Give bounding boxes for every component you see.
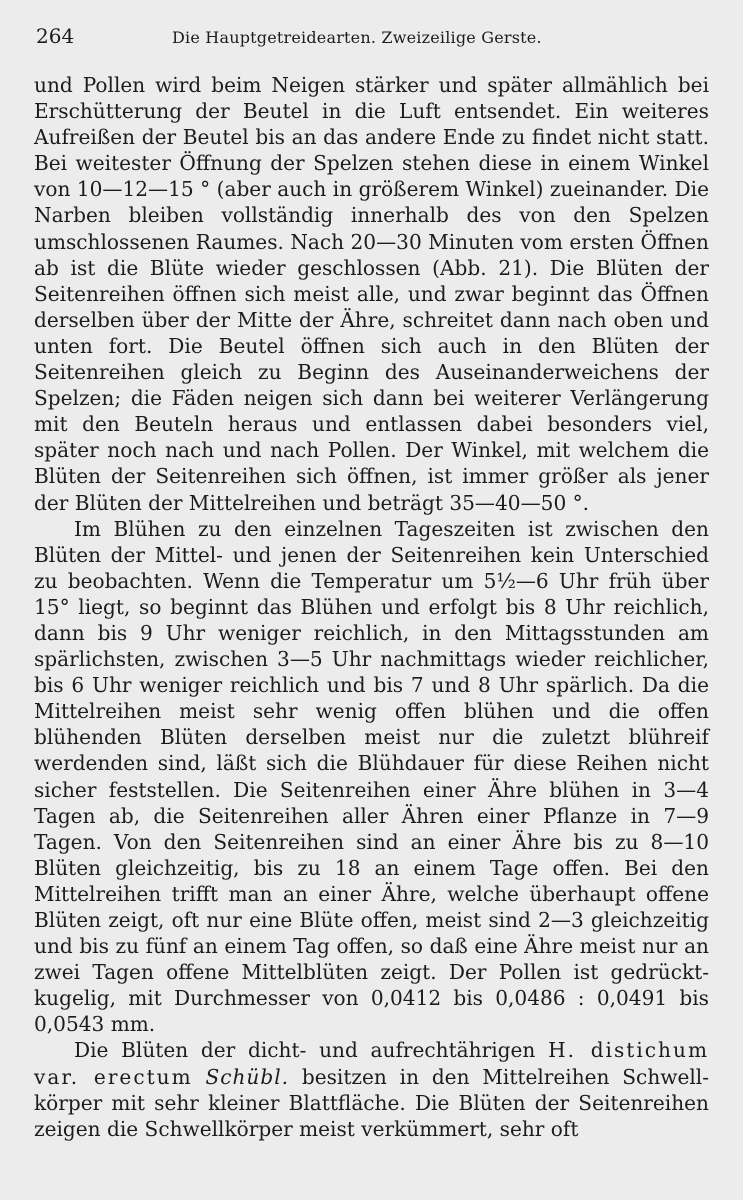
paragraph-3 (34, 1037, 709, 1141)
taxon-name: H. distichum var. erectum (34, 1038, 709, 1089)
paragraph-3-intro: Die Blüten der dicht- und aufrechtährigen (74, 1038, 536, 1063)
paragraph-2: Im Blühen zu den einzelnen Tageszeiten ist zwischen den Blüten der Mittel- und jenen der Seitenreihen kein Unterschied zu beobachten. Wenn die Temperatur um 5½—6 Uhr früh über 15° liegt, so beginnt das Blühen und erfolgt bis 8 Uhr reichlich, dann bis 9 Uhr weniger reichlich, in den Mittagsstunden am spärlichsten, zwischen 3—5 Uhr nachmittags wieder reichlicher, bis 6 Uhr weniger reichlich und bis 7 und 8 Uhr spärlich. Da die Mittelreihen meist sehr wenig offen blühen und die offen blühenden Blüten derselben meist nur die zuletzt blühreif werdenden sind, läßt sich die Blühdauer für diese Reihen nicht sicher feststellen. Die Seitenreihen einer Ähre blühen in 3—4 Tagen ab, die Seitenreihen aller Ähren einer Pflanze in 7—9 Tagen. Von den Seitenreihen sind an einer Ähre bis zu 8—10 Blüten gleichzeitig, bis zu 18 an einem Tage offen. Bei den Mittelreihen trifft man an einer Ähre, welche überhaupt offene Blüten zeigt, oft nur eine Blüte offen, meist sind 2—3 gleichzeitig und bis zu fünf an einem Tag offen, so daß eine Ähre meist nur an zwei Tagen offene Mittelblüten zeigt. Der Pollen ist gedrückt-kugelig, mit Durchmesser von 0,0412 bis 0,0486 : 0,0491 bis 0,0543 mm. (34, 516, 709, 1037)
taxon-author: Schübl. (205, 1064, 290, 1089)
body-text (34, 72, 709, 1142)
paragraph-1: und Pollen wird beim Neigen stärker und später allmählich bei Erschütterung der Beutel in die Luft entsendet. Ein weiteres Aufreißen der Beutel bis an das andere Ende zu findet nicht statt. Bei weitester Öffnung der Spelzen stehen diese in einem Winkel von 10—12—15 ° (aber auch in größerem Winkel) zueinander. Die Narben bleiben vollständig innerhalb des von den Spelzen umschlossenen Raumes. Nach 20—30 Minuten vom ersten Öffnen ab ist die Blüte wieder geschlossen (Abb. 21). Die Blüten der Seitenreihen öffnen sich meist alle, und zwar beginnt das Öffnen derselben über der Mitte der Ähre, schreitet dann nach oben und unten fort. Die Beutel öffnen sich auch in den Blüten der Seitenreihen gleich zu Beginn des Auseinanderweichens der Spelzen; die Fäden neigen sich dann bei weiterer Verlängerung mit den Beuteln heraus und entlassen dabei besonders viel, später noch nach und nach Pollen. Der Winkel, mit welchem die Blüten der Seitenreihen sich öffnen, ist immer größer als jener der Blüten der Mittelreihen und beträgt 35—40—50 °. (34, 73, 709, 515)
page-number: 264 (36, 24, 75, 48)
page-header (36, 20, 706, 54)
paragraph-3-rest: besitzen in den Mittelreihen Schwellkörper mit sehr kleiner Blattfläche. Die Blüten der Seitenreihen zeigen die Schwellkörper meist verkümmert, sehr oft (34, 1064, 709, 1141)
running-head: Die Hauptgetreidearten. Zweizeilige Gerste. (172, 28, 542, 47)
